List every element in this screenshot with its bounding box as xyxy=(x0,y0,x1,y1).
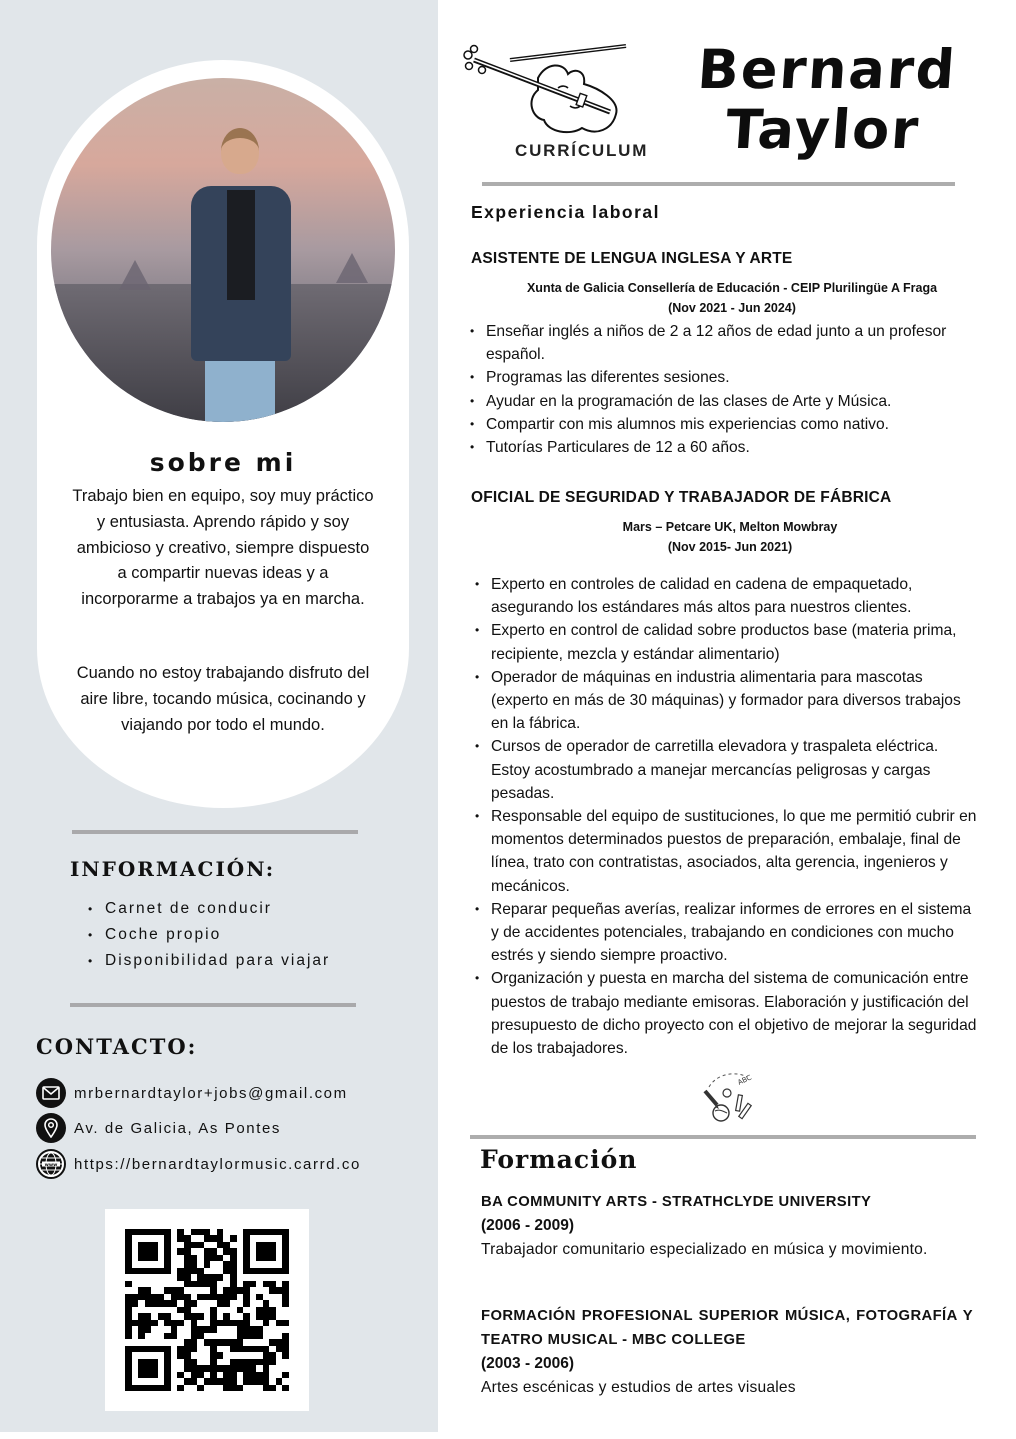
job-employer: Mars – Petcare UK, Melton Mowbray xyxy=(622,520,838,534)
about-paragraph-1: Trabajo bien en equipo, soy muy práctico y entusiasta. Aprendo rápido y soy ambicioso y creativo, siempre dispuesto a compartir nuevas ideas y a incorporarme a trabajos ya en marcha. xyxy=(72,487,374,609)
info-item: • Carnet de conducir xyxy=(88,896,330,922)
job-bullet: • Cursos de operador de carretilla elevadora y traspaleta eléctrica. Estoy acostumbrado a manejar mercancías peligrosas y cargas pesadas. xyxy=(475,735,980,805)
divider xyxy=(70,1003,356,1007)
education-name: FORMACIÓN PROFESIONAL SUPERIOR MÚSICA, FOTOGRAFÍA Y TEATRO MUSICAL - MBC COLLEGE xyxy=(481,1308,973,1348)
location-pin-icon xyxy=(36,1113,66,1143)
contact-location xyxy=(36,1113,281,1143)
job-bullets xyxy=(475,573,980,1060)
info-title: INFORMACIÓN: xyxy=(70,857,276,881)
job-bullet: • Experto en control de calidad sobre productos base (materia prima, recipiente, mezcla y estándar alimentario) xyxy=(475,619,980,665)
education-description: Artes escénicas y estudios de artes visuales xyxy=(481,1379,796,1396)
education-description: Trabajador comunitario especializado en música y movimiento. xyxy=(481,1241,928,1258)
svg-text:ABC: ABC xyxy=(736,1073,753,1087)
name-last: Taylor xyxy=(723,98,923,161)
address-text: Av. de Galicia, As Pontes xyxy=(74,1119,282,1137)
education-name: BA COMMUNITY ARTS - STRATHCLYDE UNIVERSITY xyxy=(481,1194,872,1210)
job-bullet: • Ayudar en la programación de las clases de Arte y Música. xyxy=(470,390,980,413)
info-item: • Disponibilidad para viajar xyxy=(88,948,330,974)
about-paragraph-2: Cuando no estoy trabajando disfruto del aire libre, tocando música, cocinando y viajando por todo el mundo. xyxy=(76,664,370,734)
job-meta xyxy=(490,278,974,318)
violin-icon xyxy=(460,40,630,145)
profile-photo xyxy=(51,78,395,422)
svg-text:www: www xyxy=(44,1162,58,1168)
job-bullet: • Programas las diferentes sesiones. xyxy=(470,366,980,389)
job-bullets xyxy=(470,320,980,459)
email-link[interactable]: mrbernardtaylor+jobs@gmail.com xyxy=(74,1084,348,1102)
job-dates: (Nov 2021 - Jun 2024) xyxy=(668,301,796,315)
school-supplies-icon xyxy=(697,1065,759,1127)
job-dates: (Nov 2015- Jun 2021) xyxy=(667,540,793,554)
job-bullet: • Organización y puesta en marcha del sistema de comunicación entre puestos de trabajo mediante emisoras. Elaboración y justificación del presupuesto de dicho proyecto con el objetivo de mejorar la seguridad de los trabajadores. xyxy=(475,967,980,1060)
envelope-icon xyxy=(36,1078,66,1108)
job-bullet: • Enseñar inglés a niños de 2 a 12 años de edad junto a un profesor español. xyxy=(470,320,980,366)
qr-code[interactable] xyxy=(105,1209,309,1411)
job-title: OFICIAL DE SEGURIDAD Y TRABAJADOR DE FÁBRICA xyxy=(471,489,892,506)
job-bullet: • Tutorías Particulares de 12 a 60 años. xyxy=(470,436,980,459)
info-item: • Coche propio xyxy=(88,922,330,948)
divider xyxy=(482,182,955,186)
name-first: Bernard xyxy=(695,38,959,101)
job-bullet: • Compartir con mis alumnos mis experiencias como nativo. xyxy=(470,413,980,436)
divider xyxy=(470,1135,976,1139)
job-bullet: • Experto en controles de calidad en cadena de empaquetado, asegurando los estándares más altos para nuestros clientes. xyxy=(475,573,980,619)
divider xyxy=(72,830,358,834)
job-employer: Xunta de Galicia Consellería de Educación - CEIP Plurilingüe A Fraga xyxy=(526,281,938,295)
info-list xyxy=(88,896,330,974)
education-item xyxy=(481,1190,973,1263)
contact-title: CONTACTO: xyxy=(36,1034,198,1059)
about-title: sobre mi xyxy=(149,448,297,477)
curriculum-label: CURRÍCULUM xyxy=(515,141,649,160)
experience-title: Experiencia laboral xyxy=(471,202,660,222)
contact-website[interactable] xyxy=(36,1149,361,1179)
education-dates: (2003 - 2006) xyxy=(481,1355,575,1372)
contact-email[interactable] xyxy=(36,1078,348,1108)
job-bullet: • Reparar pequeñas averías, realizar informes de errores en el sistema y de accidentes potenciales, trabajando en condiciones con mucho estrés y siendo siempre proactivo. xyxy=(475,898,980,968)
job-meta xyxy=(480,517,980,557)
sidebar xyxy=(0,0,438,1432)
person-name xyxy=(686,40,964,160)
website-link[interactable]: https://bernardtaylormusic.carrd.co xyxy=(74,1155,361,1173)
job-title: ASISTENTE DE LENGUA INGLESA Y ARTE xyxy=(471,250,793,267)
job-bullet: • Operador de máquinas en industria alimentaria para mascotas (experto en más de 30 máquinas) y formador para diversos trabajos en la fábrica. xyxy=(475,666,980,736)
globe-www-icon xyxy=(36,1149,66,1179)
education-dates: (2006 - 2009) xyxy=(481,1217,575,1234)
job-bullet: • Responsable del equipo de sustituciones, lo que me permitió cubrir en momentos determinados puestos de preparación, embalaje, final de línea, trato con contratistas, asociados, alta gerencia, ingenieros y mecánicos. xyxy=(475,805,980,898)
education-item xyxy=(481,1304,973,1401)
education-title: Formación xyxy=(480,1145,638,1174)
qr-code-pattern xyxy=(125,1229,289,1391)
